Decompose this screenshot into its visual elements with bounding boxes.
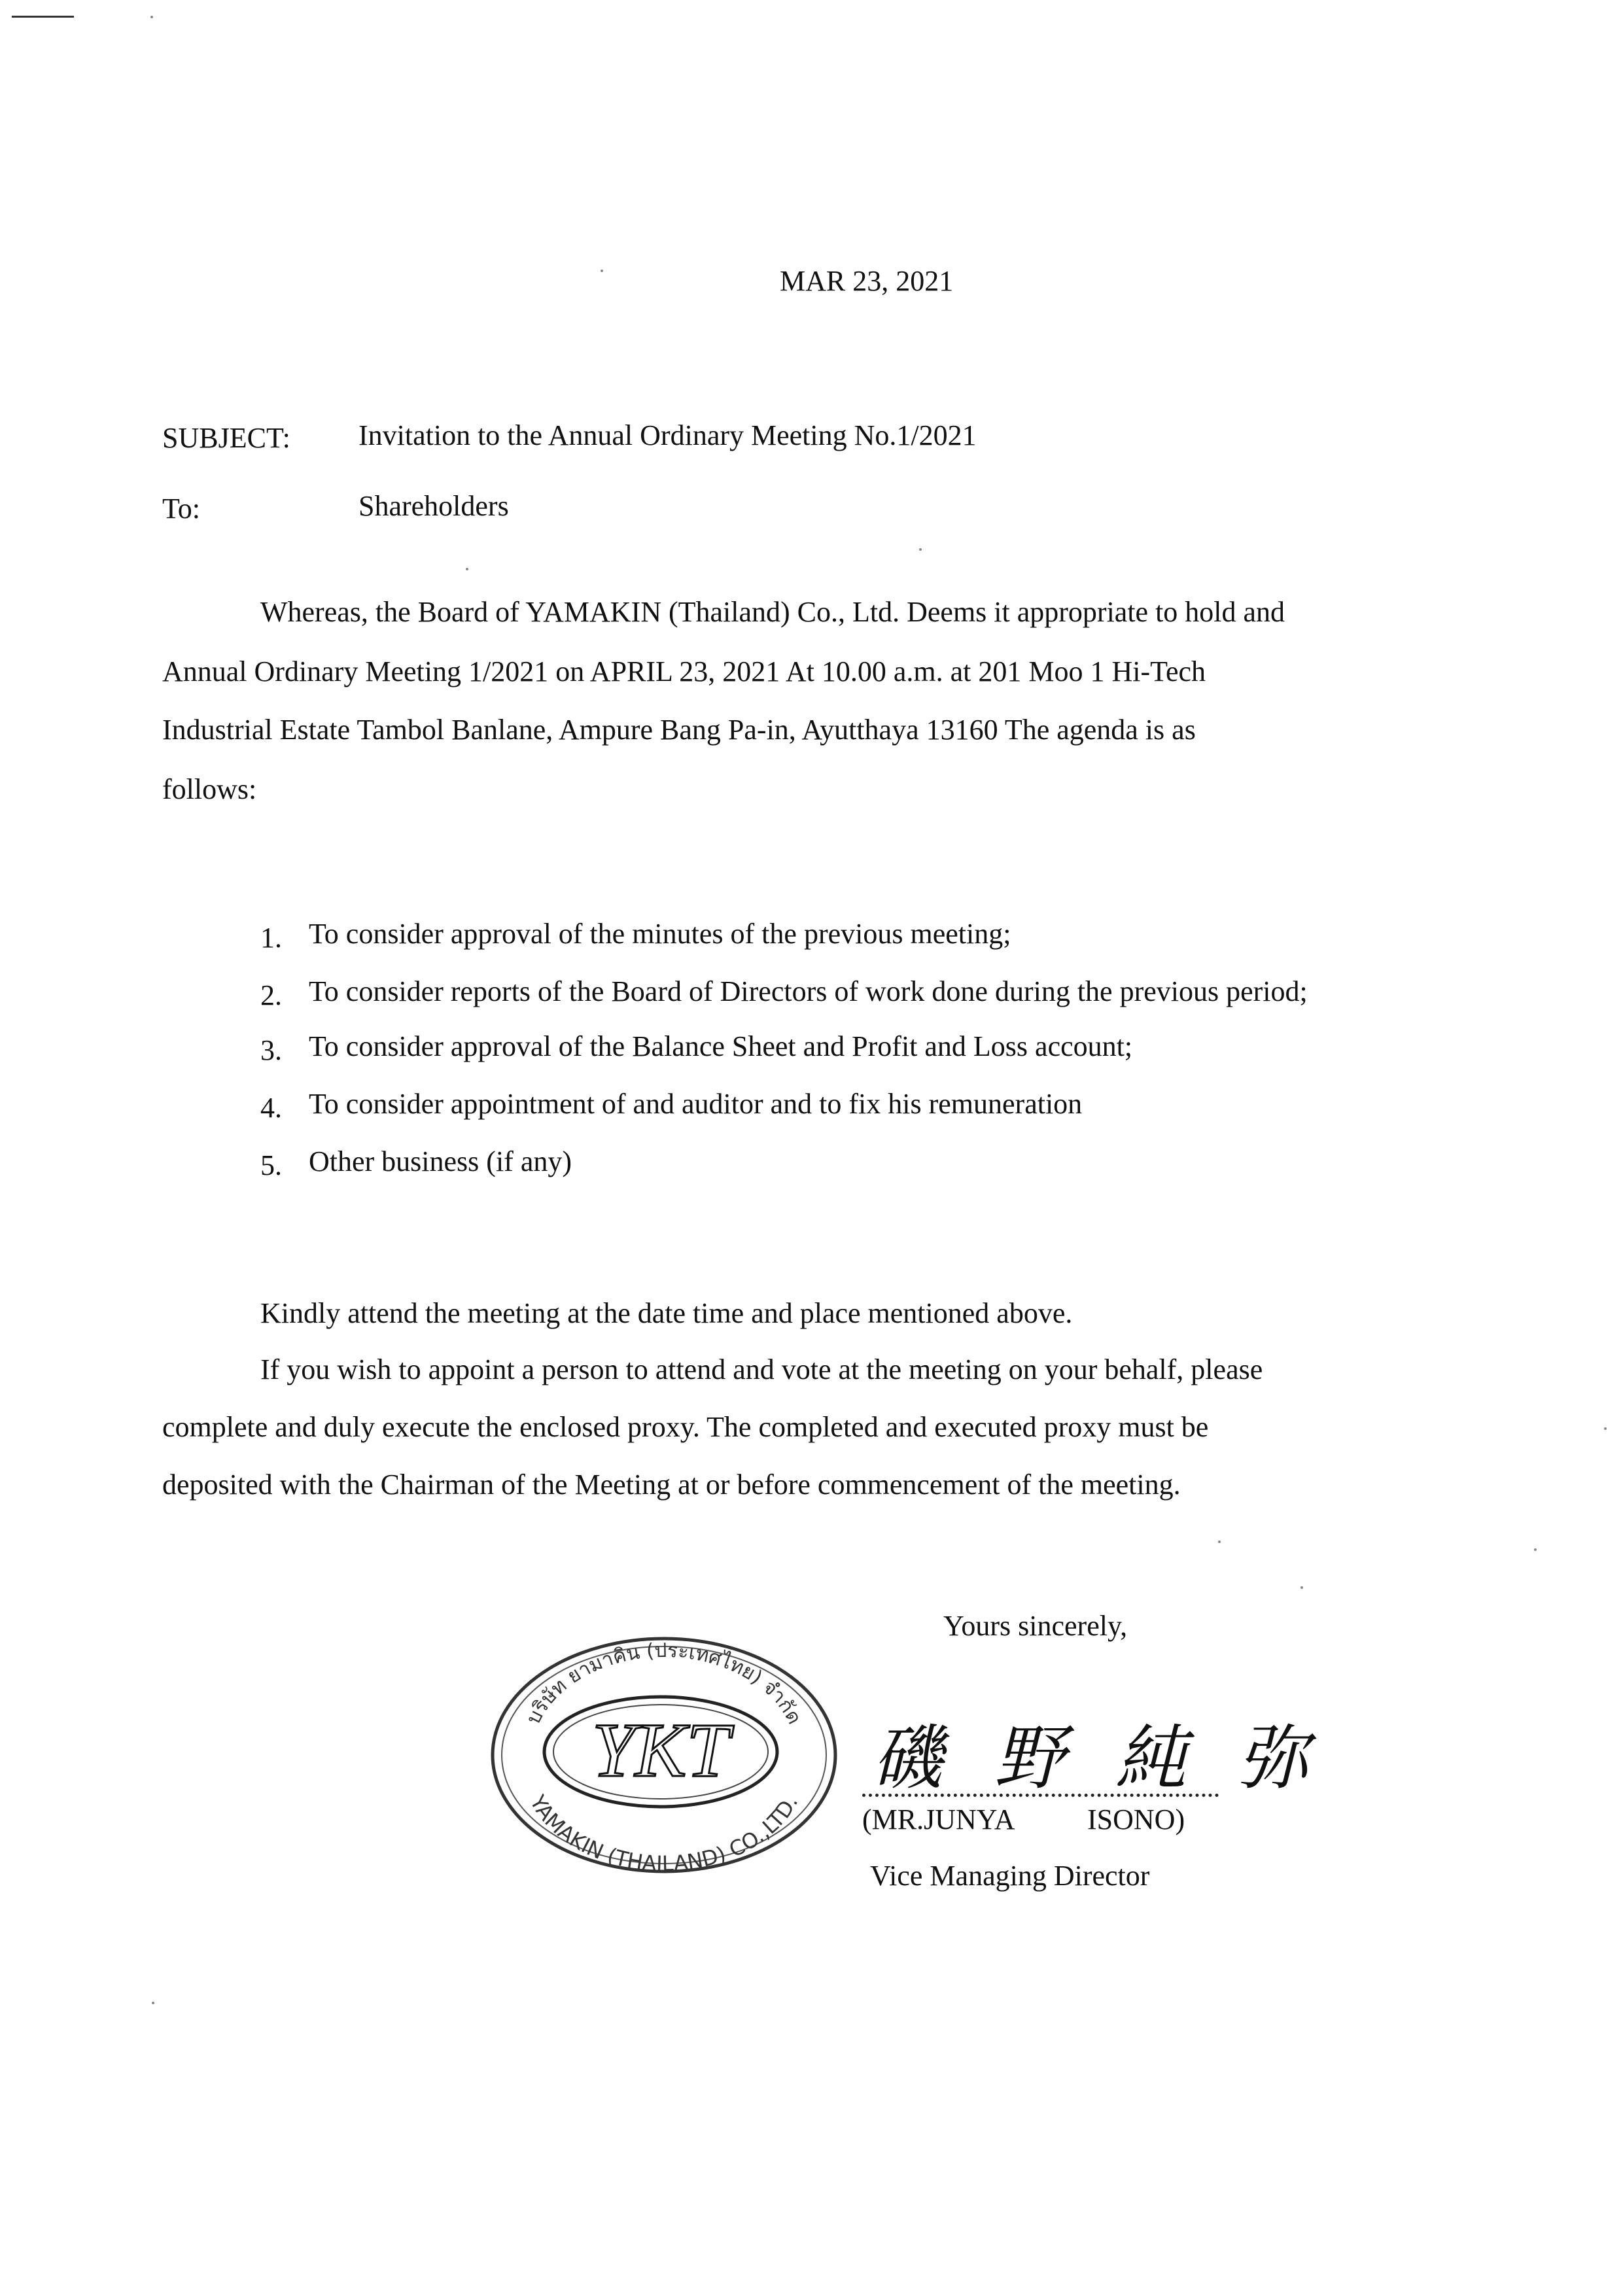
body-line: Industrial Estate Tambol Banlane, Ampure Bang Pa-in, Ayutthaya 13160 The agenda is as [162, 714, 1196, 746]
scan-speck [1218, 1540, 1221, 1543]
scan-speck [1534, 1548, 1537, 1551]
body-line: follows: [162, 773, 257, 805]
company-stamp [481, 1621, 847, 1877]
scan-corner-mark [12, 16, 74, 18]
closing-line: complete and duly execute the enclosed proxy. The completed and executed proxy must be [162, 1411, 1209, 1443]
agenda-item-text: To consider approval of the minutes of the previous meeting; [309, 918, 1011, 950]
agenda-item-number: 5. [260, 1149, 282, 1181]
letter-date: MAR 23, 2021 [780, 265, 954, 297]
subject-value: Invitation to the Annual Ordinary Meeting No.1/2021 [358, 419, 977, 451]
body-line: Whereas, the Board of YAMAKIN (Thailand) Co., Ltd. Deems it appropriate to hold and [260, 596, 1285, 628]
sign-off: Yours sincerely, [943, 1610, 1128, 1642]
scan-speck [466, 568, 468, 570]
agenda-item-text: To consider appointment of and auditor and to fix his remuneration [309, 1088, 1083, 1120]
scan-speck [150, 16, 153, 18]
agenda-item-number: 2. [260, 979, 282, 1011]
closing-line: If you wish to appoint a person to attend and vote at the meeting on your behalf, please [260, 1353, 1263, 1385]
agenda-item-number: 4. [260, 1092, 282, 1124]
scan-speck [601, 270, 603, 272]
signature-text: 磯 野 純 弥 [872, 1718, 1323, 1800]
handwritten-signature [867, 1711, 1323, 1800]
agenda-item-number: 3. [260, 1034, 282, 1066]
agenda-item-text: To consider approval of the Balance Sheet and Profit and Loss account; [309, 1030, 1133, 1062]
closing-line: deposited with the Chairman of the Meeting at or before commencement of the meeting. [162, 1469, 1181, 1501]
scan-speck [1300, 1586, 1303, 1589]
agenda-item-number: 1. [260, 922, 282, 954]
scan-speck [152, 2002, 154, 2004]
signature-line [862, 1794, 1219, 1797]
scan-speck [1604, 1427, 1607, 1430]
to-value: Shareholders [358, 490, 509, 522]
signatory-last-name: ISONO) [1087, 1803, 1185, 1835]
signatory-first-name: (MR.JUNYA [862, 1803, 1015, 1835]
scan-speck [919, 548, 922, 551]
to-label: To: [162, 493, 201, 525]
agenda-item-text: To consider reports of the Board of Directors of work done during the previous period; [309, 975, 1308, 1007]
closing-line: Kindly attend the meeting at the date time and place mentioned above. [260, 1297, 1073, 1329]
subject-label: SUBJECT: [162, 422, 290, 454]
body-line: Annual Ordinary Meeting 1/2021 on APRIL 23, 2021 At 10.00 a.m. at 201 Moo 1 Hi-Tech [162, 655, 1206, 687]
stamp-english-text: YAMAKIN (THAILAND) CO.,LTD. [525, 1791, 803, 1877]
stamp-logo: YKT [592, 1707, 729, 1793]
stamp-thai-text: บริษัท ยามาคิน (ประเทศไทย) จำกัด [521, 1639, 807, 1728]
agenda-item-text: Other business (if any) [309, 1145, 572, 1177]
signatory-title: Vice Managing Director [870, 1860, 1150, 1892]
